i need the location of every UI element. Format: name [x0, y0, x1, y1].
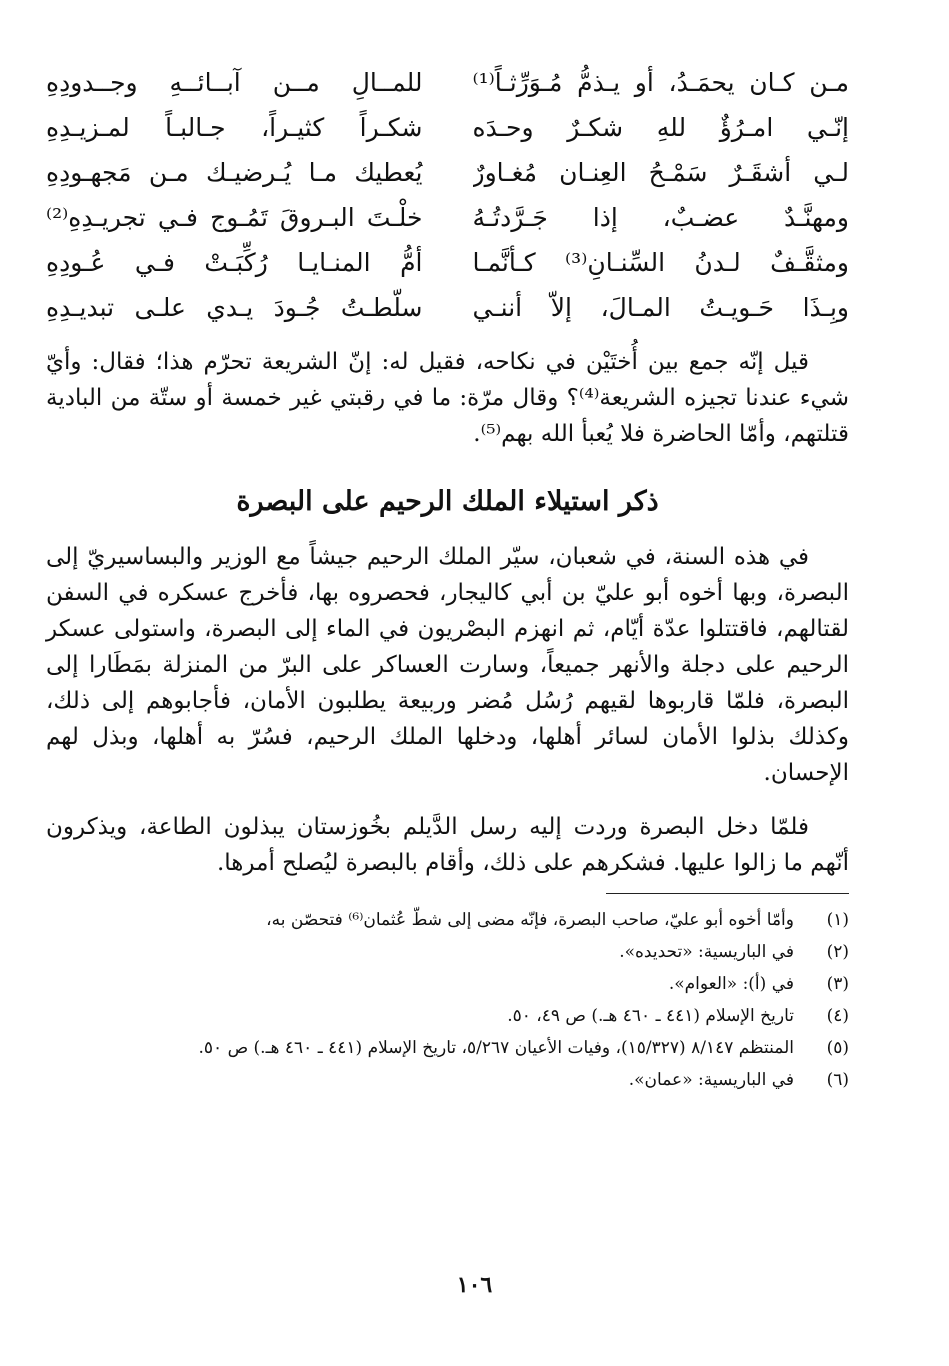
footnote-text: في الباريسية: «تحديده».	[619, 942, 794, 962]
footnote-text: في الباريسية: «عمان».	[628, 1070, 794, 1090]
footnote-text: تاريخ الإسلام (٤٤١ ـ ٤٦٠ هـ.) ص ٤٩، ٥٠.	[507, 1006, 794, 1026]
footnote-number: (١)	[826, 910, 849, 930]
verse-5-second-hemistich: أمُّ المنـايـا رُكِّبَـتْ فـي عُـودِهِ	[46, 248, 423, 277]
page-number: ١٠٦	[456, 1272, 493, 1298]
section-heading: ذكر استيلاء الملك الرحيم على البصرة	[236, 486, 659, 517]
verse-2-second-hemistich: شكـراً كثيـراً، جـالبـاً لمـزيـدِهِ	[46, 113, 423, 142]
footnote-number: (٥)	[826, 1038, 849, 1058]
verse-3-first-hemistich: لـي أشقَـرٌ سَمْـحُ العِنـان مُغـاورٌ	[472, 158, 849, 187]
footnote-divider	[606, 893, 849, 894]
verse-2-first-hemistich: إنّـي امـرُؤٌ للهِ شكـرٌ وحـدَه	[472, 113, 849, 142]
footnote-1	[46, 904, 849, 936]
footnote-4	[46, 1000, 849, 1032]
paragraph-marriage-anecdote: قيل إنّه جمع بين أُختَيْن في نكاحه، فقيل له: إنّ الشريعة تحرّم هذا؛ فقال: وأيّ شيء عندنا تجيزه الشريعة⁽⁴⁾؟ وقال مرّة: ما في رقبتي غير خمسة أو ستّة من البادية قتلتهم، وأمّا الحاضرة فلا يُعبأ الله بهم⁽⁵⁾.	[46, 349, 849, 447]
footnote-3	[46, 968, 849, 1000]
footnote-number: (٢)	[826, 942, 849, 962]
footnote-2	[46, 936, 849, 968]
footnote-number: (٣)	[826, 974, 849, 994]
footnote-6	[46, 1064, 849, 1096]
poem	[46, 60, 849, 330]
footnote-text: المنتظم ٨/١٤٧ (١٥/٣٢٧)، وفيات الأعيان ٥/٢٦٧، تاريخ الإسلام (٤٤١ ـ ٤٦٠ هـ.) ص ٥٠.	[198, 1038, 794, 1058]
footnote-5	[46, 1032, 849, 1064]
footnote-text: وأمّا أخوه أبو عليّ، صاحب البصرة، فإنّه مضى إلى شطّ عُثمان⁽⁶⁾ فتحصّن به،	[266, 910, 794, 930]
page-body	[46, 60, 849, 1096]
footnote-number: (٤)	[826, 1006, 849, 1026]
paragraph-basra-campaign: في هذه السنة، في شعبان، سيّر الملك الرحيم جيشاً مع الوزير والبساسيريّ إلى البصرة، وبها أخوه أبو عليّ بن أبي كاليجار، فحصروه بها، فأخرج عسكره في السفن لقتالهم، فاقتتلوا عدّة أيّام، ثم انهزم البصْريون في الماء إلى البصرة، واستولى عسكر الرحيم على دجلة والأنهر جميعاً، وسارت العساكر على البرّ من المنزلة بمَطَارا إلى البصرة، فلمّا قاربوها لقيهم رُسُل مُضر وربيعة يطلبون الأمان، فأجابوهم إلى ذلك، وكذلك بذلوا الأمان لسائر أهلها، ودخلها الملك الرحيم، فسُرّ به أهلها، وبذل لهم الإحسان.	[46, 544, 849, 786]
verse-4-first-hemistich: ومهنَّـدٌ عضـبٌ، إذا جَـرَّدتُـهُ	[472, 203, 849, 232]
verse-4-second-hemistich: خلْـتَ البـروقَ تَمُـوج فـي تجريـدِهِ⁽²⁾	[46, 203, 423, 232]
verse-1-second-hemistich: للمــالِ مــن آبــائــهِ وجــدودِهِ	[46, 68, 423, 97]
footnote-text: في (أ): «العوام».	[668, 974, 794, 994]
verse-6-first-hemistich: وبِـذَا حَـويـتُ المـالَ، إلاّ أننـي	[472, 293, 849, 322]
paragraph-daylam-envoys: فلمّا دخل البصرة وردت إليه رسل الدَّيلم بخُوزستان يبذلون الطاعة، ويذكرون أنّهم ما زالوا عليها. فشكرهم على ذلك، وأقام بالبصرة ليُصلح أمرها.	[46, 814, 849, 876]
verse-5-first-hemistich: ومثقَّـفٌ لـدنُ السِّنـانِ⁽³⁾ كـأنَّمـا	[472, 248, 849, 277]
footnotes	[46, 904, 849, 1096]
verse-6-second-hemistich: سلّطـتُ جُـودَ يـدي علـى تبديـدِهِ	[46, 293, 423, 322]
footnote-number: (٦)	[826, 1070, 849, 1090]
verse-1-first-hemistich: مـن كـان يحمَـدُ، أو يـذمُّ مُـوَرِّثـاً⁽¹⁾	[472, 68, 849, 97]
verse-3-second-hemistich: يُعطيك مـا يُـرضيـك مـن مَجهـودِهِ	[46, 158, 423, 187]
